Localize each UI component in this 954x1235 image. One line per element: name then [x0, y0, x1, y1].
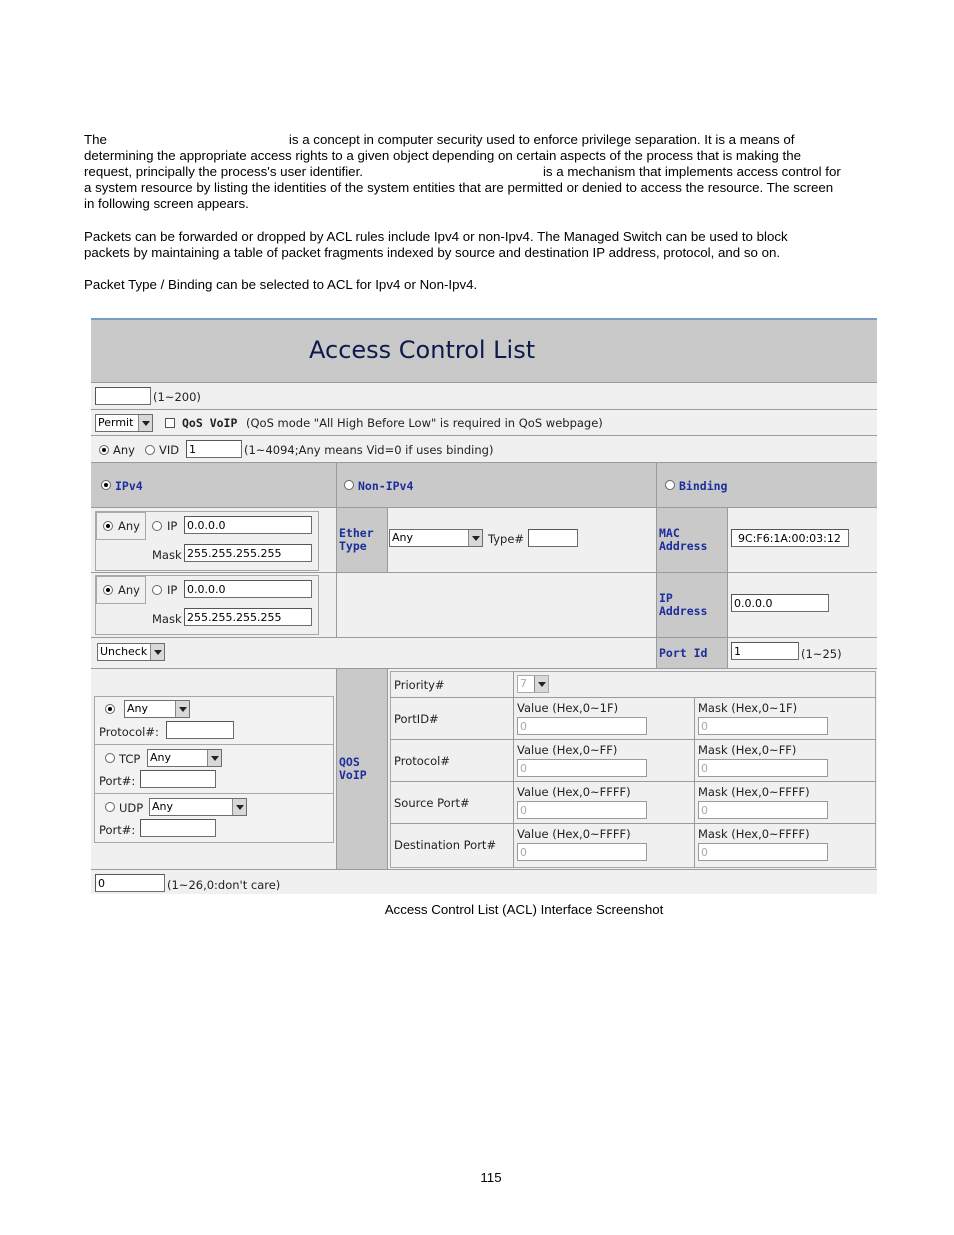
- packet-type-header: [91, 463, 877, 507]
- src-ip-input[interactable]: 0.0.0.0: [184, 516, 312, 534]
- uncheck-select[interactable]: [97, 643, 165, 661]
- chevron-down-icon: [207, 750, 221, 766]
- chevron-down-icon: [468, 530, 482, 546]
- dst-any-label: Any: [118, 583, 140, 597]
- src-ip-radio[interactable]: [152, 521, 162, 531]
- qos-voip-side-label-line2: VoIP: [339, 768, 367, 782]
- qos-row-label: PortID#: [394, 712, 439, 726]
- intro-text: a system resource by listing the identities of the system entities that are permitted or denied to access the resource. The screen: [84, 180, 834, 195]
- rate-input[interactable]: 0: [95, 874, 165, 892]
- intro-text: Packets can be forwarded or dropped by ACL rules include Ipv4 or non-Ipv4. The Managed Switch can be used to block: [84, 229, 788, 244]
- ip-address-label-line1: IP: [659, 591, 673, 605]
- qos-voip-side-label-line1: QOS: [339, 755, 360, 769]
- ether-type-value: Any: [392, 531, 414, 544]
- ipv4-radio[interactable]: [101, 480, 111, 490]
- udp-select[interactable]: [149, 798, 247, 816]
- tcp-port-input[interactable]: [140, 770, 216, 788]
- src-mask-label: Mask: [152, 548, 182, 562]
- page-title: Access Control List: [309, 336, 536, 364]
- dest-port-value-input[interactable]: 0: [517, 843, 647, 861]
- priority-value: 7: [520, 677, 527, 690]
- ip-address-label-line2: Address: [659, 604, 708, 618]
- binding-label: Binding: [679, 479, 728, 493]
- intro-paragraph-3: [84, 277, 874, 293]
- qos-mask-label: Mask (Hex,0~1F): [698, 701, 798, 715]
- portid-mask-input[interactable]: 0: [698, 717, 828, 735]
- qos-mask-label: Mask (Hex,0~FFFF): [698, 785, 810, 799]
- intro-text: is a concept in computer security used to enforce privilege separation. It is a means of: [288, 132, 795, 147]
- mac-address-label: [659, 527, 707, 553]
- ether-type-label: [339, 527, 374, 553]
- qos-voip-checkbox[interactable]: [165, 418, 175, 428]
- chevron-down-icon: [138, 415, 152, 431]
- intro-text: determining the appropriate access rights to a given object depending on certain aspects of the process that is making the: [84, 148, 801, 163]
- dest-port-mask-input[interactable]: 0: [698, 843, 828, 861]
- qos-value-label: Value (Hex,0~1F): [517, 701, 619, 715]
- qos-voip-side-label: [339, 756, 367, 782]
- priority-select[interactable]: [517, 675, 549, 693]
- ip-address-label: [659, 592, 707, 618]
- mac-address-label-line2: Address: [659, 539, 708, 553]
- udp-port-input[interactable]: [140, 819, 216, 837]
- tcp-radio[interactable]: [105, 753, 115, 763]
- dst-mask-label: Mask: [152, 612, 182, 626]
- qos-voip-label: QoS VoIP: [182, 416, 238, 430]
- qos-mask-label: Mask (Hex,0~FFFF): [698, 827, 810, 841]
- protocol-value-input[interactable]: 0: [517, 759, 647, 777]
- dst-any-radio[interactable]: [103, 585, 113, 595]
- qos-row-label: Protocol#: [394, 754, 450, 768]
- qos-row-label: Destination Port#: [394, 838, 497, 852]
- dst-ip-label: IP: [167, 583, 178, 597]
- chevron-down-icon: [232, 799, 246, 815]
- chevron-down-icon: [175, 701, 189, 717]
- page-number: 115: [480, 1170, 502, 1185]
- vid-label: VID: [159, 443, 180, 457]
- protocol-input[interactable]: [166, 721, 234, 739]
- tcp-select-value: Any: [150, 751, 172, 764]
- chevron-down-icon: [150, 644, 164, 660]
- port-id-input[interactable]: 1: [731, 642, 799, 660]
- qos-value-label: Value (Hex,0~FF): [517, 743, 618, 757]
- udp-radio[interactable]: [105, 802, 115, 812]
- chevron-down-icon: [534, 676, 548, 692]
- src-ip-label: IP: [167, 519, 178, 533]
- intro-text: in following screen appears.: [84, 196, 249, 211]
- qos-voip-hint: (QoS mode "All High Before Low" is required in QoS webpage): [246, 416, 603, 430]
- ip-address-input[interactable]: 0.0.0.0: [731, 594, 829, 612]
- action-select-value: Permit: [98, 416, 134, 429]
- protocol-label: Protocol#:: [99, 725, 159, 739]
- figure-caption: Access Control List (ACL) Interface Screenshot: [384, 902, 664, 917]
- qos-row-label: Source Port#: [394, 796, 470, 810]
- udp-port-label: Port#:: [99, 823, 136, 837]
- vid-radio[interactable]: [145, 445, 155, 455]
- group-id-hint: (1~200): [153, 390, 201, 404]
- portid-value-input[interactable]: 0: [517, 717, 647, 735]
- intro-paragraph-1: [84, 132, 874, 212]
- protocol-any-radio[interactable]: [105, 704, 115, 714]
- src-any-label: Any: [118, 519, 140, 533]
- dst-mask-input[interactable]: 255.255.255.255: [184, 608, 312, 626]
- port-id-hint: (1~25): [801, 647, 842, 661]
- protocol-select-value: Any: [127, 702, 149, 715]
- protocol-select[interactable]: [124, 700, 190, 718]
- group-id-input[interactable]: [95, 387, 151, 405]
- rate-hint: (1~26,0:don't care): [167, 878, 281, 892]
- qos-value-label: Value (Hex,0~FFFF): [517, 785, 631, 799]
- dst-ip-radio[interactable]: [152, 585, 162, 595]
- mac-address-input[interactable]: 9C:F6:1A:00:03:12: [731, 529, 849, 547]
- source-port-mask-input[interactable]: 0: [698, 801, 828, 819]
- mac-address-label-line1: MAC: [659, 526, 680, 540]
- ether-type-label-line1: Ether: [339, 526, 374, 540]
- intro-text: The: [84, 132, 107, 147]
- non-ipv4-radio[interactable]: [344, 480, 354, 490]
- binding-radio[interactable]: [665, 480, 675, 490]
- tcp-select[interactable]: [147, 749, 222, 767]
- type-label: Type#: [488, 532, 525, 546]
- ether-type-label-line2: Type: [339, 539, 367, 553]
- acl-screenshot: [91, 318, 877, 894]
- action-select[interactable]: [95, 414, 153, 432]
- uncheck-value: Uncheck: [100, 645, 148, 658]
- intro-text: Packet Type / Binding can be selected to ACL for Ipv4 or Non-Ipv4.: [84, 277, 478, 292]
- intro-paragraph-2: [84, 229, 874, 261]
- ether-type-select[interactable]: [389, 529, 483, 547]
- protocol-mask-input[interactable]: 0: [698, 759, 828, 777]
- intro-text: packets by maintaining a table of packet fragments indexed by source and destination IP address, protocol, and so on.: [84, 245, 781, 260]
- vid-input[interactable]: 1: [186, 440, 242, 458]
- src-any-radio[interactable]: [103, 521, 113, 531]
- source-port-value-input[interactable]: 0: [517, 801, 647, 819]
- tcp-label: TCP: [119, 752, 141, 766]
- ipv4-label: IPv4: [115, 479, 143, 493]
- type-input[interactable]: [528, 529, 578, 547]
- vid-hint: (1~4094;Any means Vid=0 if uses binding): [244, 443, 494, 457]
- intro-text: request, principally the process's user identifier.: [84, 164, 363, 179]
- intro-text: is a mechanism that implements access control for: [542, 164, 841, 179]
- qos-mask-label: Mask (Hex,0~FF): [698, 743, 797, 757]
- tcp-port-label: Port#:: [99, 774, 136, 788]
- dst-ip-input[interactable]: 0.0.0.0: [184, 580, 312, 598]
- priority-label: Priority#: [394, 678, 445, 692]
- vid-any-radio[interactable]: [99, 445, 109, 455]
- udp-label: UDP: [119, 801, 144, 815]
- qos-value-label: Value (Hex,0~FFFF): [517, 827, 631, 841]
- port-id-label: Port Id: [659, 646, 708, 660]
- udp-select-value: Any: [152, 800, 174, 813]
- vid-any-label: Any: [113, 443, 135, 457]
- non-ipv4-label: Non-IPv4: [358, 479, 414, 493]
- src-mask-input[interactable]: 255.255.255.255: [184, 544, 312, 562]
